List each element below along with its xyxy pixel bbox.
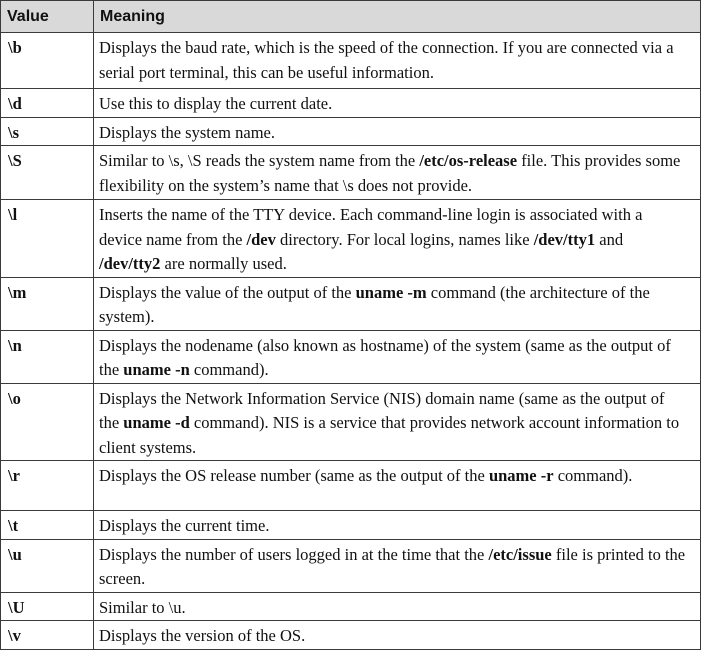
table-row [1,330,701,383]
escape-code-cell: \d [1,89,94,118]
table-row [1,89,701,118]
escape-code-cell: \s [1,117,94,146]
meaning-cell [94,592,701,621]
header-value: Value [1,1,94,33]
meaning-text: file. This provides some flexibility on the system’s name that \s does not provide. [99,151,681,195]
meaning-text: Displays the system name. [99,122,275,142]
meaning-cell [94,89,701,118]
meaning-text: Use this to display the current date. [99,94,333,113]
table-body [1,33,701,650]
table-row [1,117,701,146]
meaning-text: Displays the number of users logged in at the time that the [99,544,489,564]
table-row [1,461,701,511]
meaning-text: command). [553,466,633,485]
meaning-cell [94,330,701,383]
meaning-cell [94,33,701,89]
meaning-bold-text: /etc/os-release [419,151,518,170]
meaning-cell [94,511,701,540]
meaning-bold-text: uname -m [355,282,427,302]
escape-code-cell: \r [1,461,94,511]
meaning-text: command). NIS is a service that provides network account information to client systems. [99,413,680,457]
meaning-text: Inserts the name of the TTY device. Each command-line login is associated with a device name from the [99,205,643,249]
meaning-bold-text: /dev [246,229,276,249]
meaning-text: Displays the nodename (also known as hostname) of the system (same as the output of the [99,335,671,379]
header-meaning: Meaning [94,1,701,33]
meaning-text: Displays the version of the OS. [99,626,306,645]
meaning-bold-text: uname -d [123,413,190,432]
meaning-bold-text: /dev/tty2 [99,254,161,273]
table-row [1,621,701,650]
meaning-cell [94,621,701,650]
meaning-text: command). [189,360,269,379]
escape-code-cell: \S [1,146,94,200]
escape-code-cell: \n [1,330,94,383]
meaning-cell [94,117,701,146]
meaning-cell [94,200,701,278]
meaning-cell [94,383,701,461]
meaning-text: Displays the value of the output of the [99,282,356,302]
meaning-text: Displays the current time. [99,516,270,535]
escape-code-cell: \U [1,592,94,621]
table-row [1,383,701,461]
table-row [1,511,701,540]
meaning-text: Similar to \u. [99,597,186,617]
meaning-cell [94,539,701,592]
escape-code-cell: \u [1,539,94,592]
table-row [1,146,701,200]
escape-code-cell: \o [1,383,94,461]
table-row [1,200,701,278]
meaning-text: directory. For local logins, names like [275,229,534,249]
table-header [1,1,701,33]
meaning-bold-text: uname -r [488,466,554,485]
meaning-text: are normally used. [160,254,287,273]
meaning-text: Displays the Network Information Service (NIS) domain name (same as the output of the [99,388,665,432]
meaning-text: Similar to \s, \S reads the system name from the [99,151,420,170]
table-row [1,592,701,621]
meaning-text: file is printed to the screen. [99,544,686,588]
meaning-bold-text: uname -n [123,360,190,379]
meaning-bold-text: /etc/issue [488,544,552,564]
meaning-text: command (the architecture of the system). [99,282,650,326]
escape-code-cell: \m [1,277,94,330]
meaning-cell [94,146,701,200]
table-row [1,33,701,89]
table-row [1,277,701,330]
escape-code-cell: \b [1,33,94,89]
meaning-text: Displays the OS release number (same as the output of the [99,466,489,485]
meaning-cell [94,277,701,330]
meaning-text: and [595,229,624,249]
meaning-cell [94,461,701,511]
escape-code-cell: \t [1,511,94,540]
meaning-text: Displays the baud rate, which is the speed of the connection. If you are connected via a serial port terminal, this can be useful information. [99,38,674,82]
meaning-bold-text: /dev/tty1 [533,229,596,249]
table-header-row [1,1,701,33]
escape-code-cell: \l [1,200,94,278]
table-row [1,539,701,592]
escape-code-cell: \v [1,621,94,650]
